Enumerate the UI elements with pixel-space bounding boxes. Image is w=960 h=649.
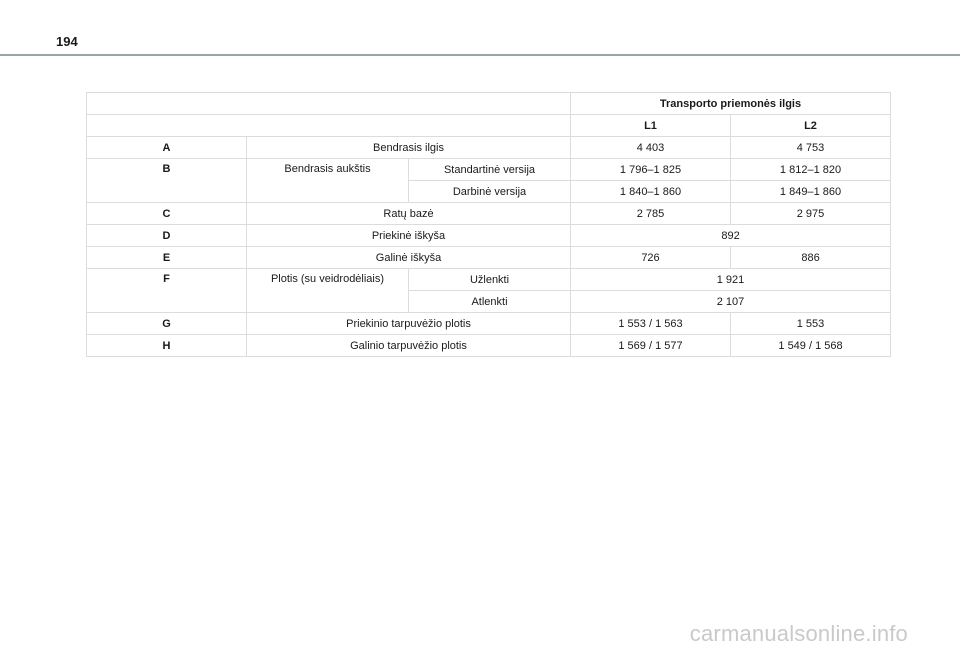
dimensions-table [86, 92, 891, 357]
row-sublabel: Atlenkti [409, 291, 571, 313]
value-shared: 892 [571, 225, 891, 247]
value-l2: 4 753 [731, 137, 891, 159]
value-l2: 886 [731, 247, 891, 269]
row-label: Plotis (su veidrodėliais) [247, 269, 409, 313]
row-letter: D [87, 225, 247, 247]
value-l2: 1 549 / 1 568 [731, 335, 891, 357]
watermark: carmanualsonline.info [689, 621, 908, 646]
row-letter: E [87, 247, 247, 269]
value-l2: 1 553 [731, 313, 891, 335]
row-label: Priekinio tarpuvėžio plotis [247, 313, 571, 335]
row-letter: F [87, 269, 247, 313]
header-rule [0, 54, 960, 56]
vehicle-length-header: Transporto priemonės ilgis [571, 93, 891, 115]
value-l2: 2 975 [731, 203, 891, 225]
empty-header-cell [87, 93, 571, 115]
value-l2: 1 849–1 860 [731, 181, 891, 203]
row-letter: H [87, 335, 247, 357]
value-l1: 726 [571, 247, 731, 269]
table-subheader-row [87, 115, 891, 137]
row-label: Priekinė iškyša [247, 225, 571, 247]
table-row [87, 313, 891, 335]
table-row [87, 203, 891, 225]
value-l1: 1 796–1 825 [571, 159, 731, 181]
table-row [87, 335, 891, 357]
row-sublabel: Užlenkti [409, 269, 571, 291]
table-row [87, 247, 891, 269]
value-l2: 1 812–1 820 [731, 159, 891, 181]
row-letter: C [87, 203, 247, 225]
value-l1: 1 553 / 1 563 [571, 313, 731, 335]
column-header-l1: L1 [571, 115, 731, 137]
row-label: Ratų bazė [247, 203, 571, 225]
row-label: Bendrasis ilgis [247, 137, 571, 159]
row-sublabel: Darbinė versija [409, 181, 571, 203]
table-row [87, 137, 891, 159]
row-letter: B [87, 159, 247, 203]
empty-header-cell [87, 115, 571, 137]
row-label: Bendrasis aukštis [247, 159, 409, 203]
table-header-row [87, 93, 891, 115]
value-l1: 4 403 [571, 137, 731, 159]
value-shared: 1 921 [571, 269, 891, 291]
value-l1: 2 785 [571, 203, 731, 225]
table-row [87, 269, 891, 291]
row-sublabel: Standartinė versija [409, 159, 571, 181]
table-row [87, 225, 891, 247]
table-row [87, 159, 891, 181]
value-shared: 2 107 [571, 291, 891, 313]
value-l1: 1 569 / 1 577 [571, 335, 731, 357]
value-l1: 1 840–1 860 [571, 181, 731, 203]
row-letter: A [87, 137, 247, 159]
row-label: Galinė iškyša [247, 247, 571, 269]
row-letter: G [87, 313, 247, 335]
row-label: Galinio tarpuvėžio plotis [247, 335, 571, 357]
page-number: 194 [56, 34, 78, 49]
column-header-l2: L2 [731, 115, 891, 137]
